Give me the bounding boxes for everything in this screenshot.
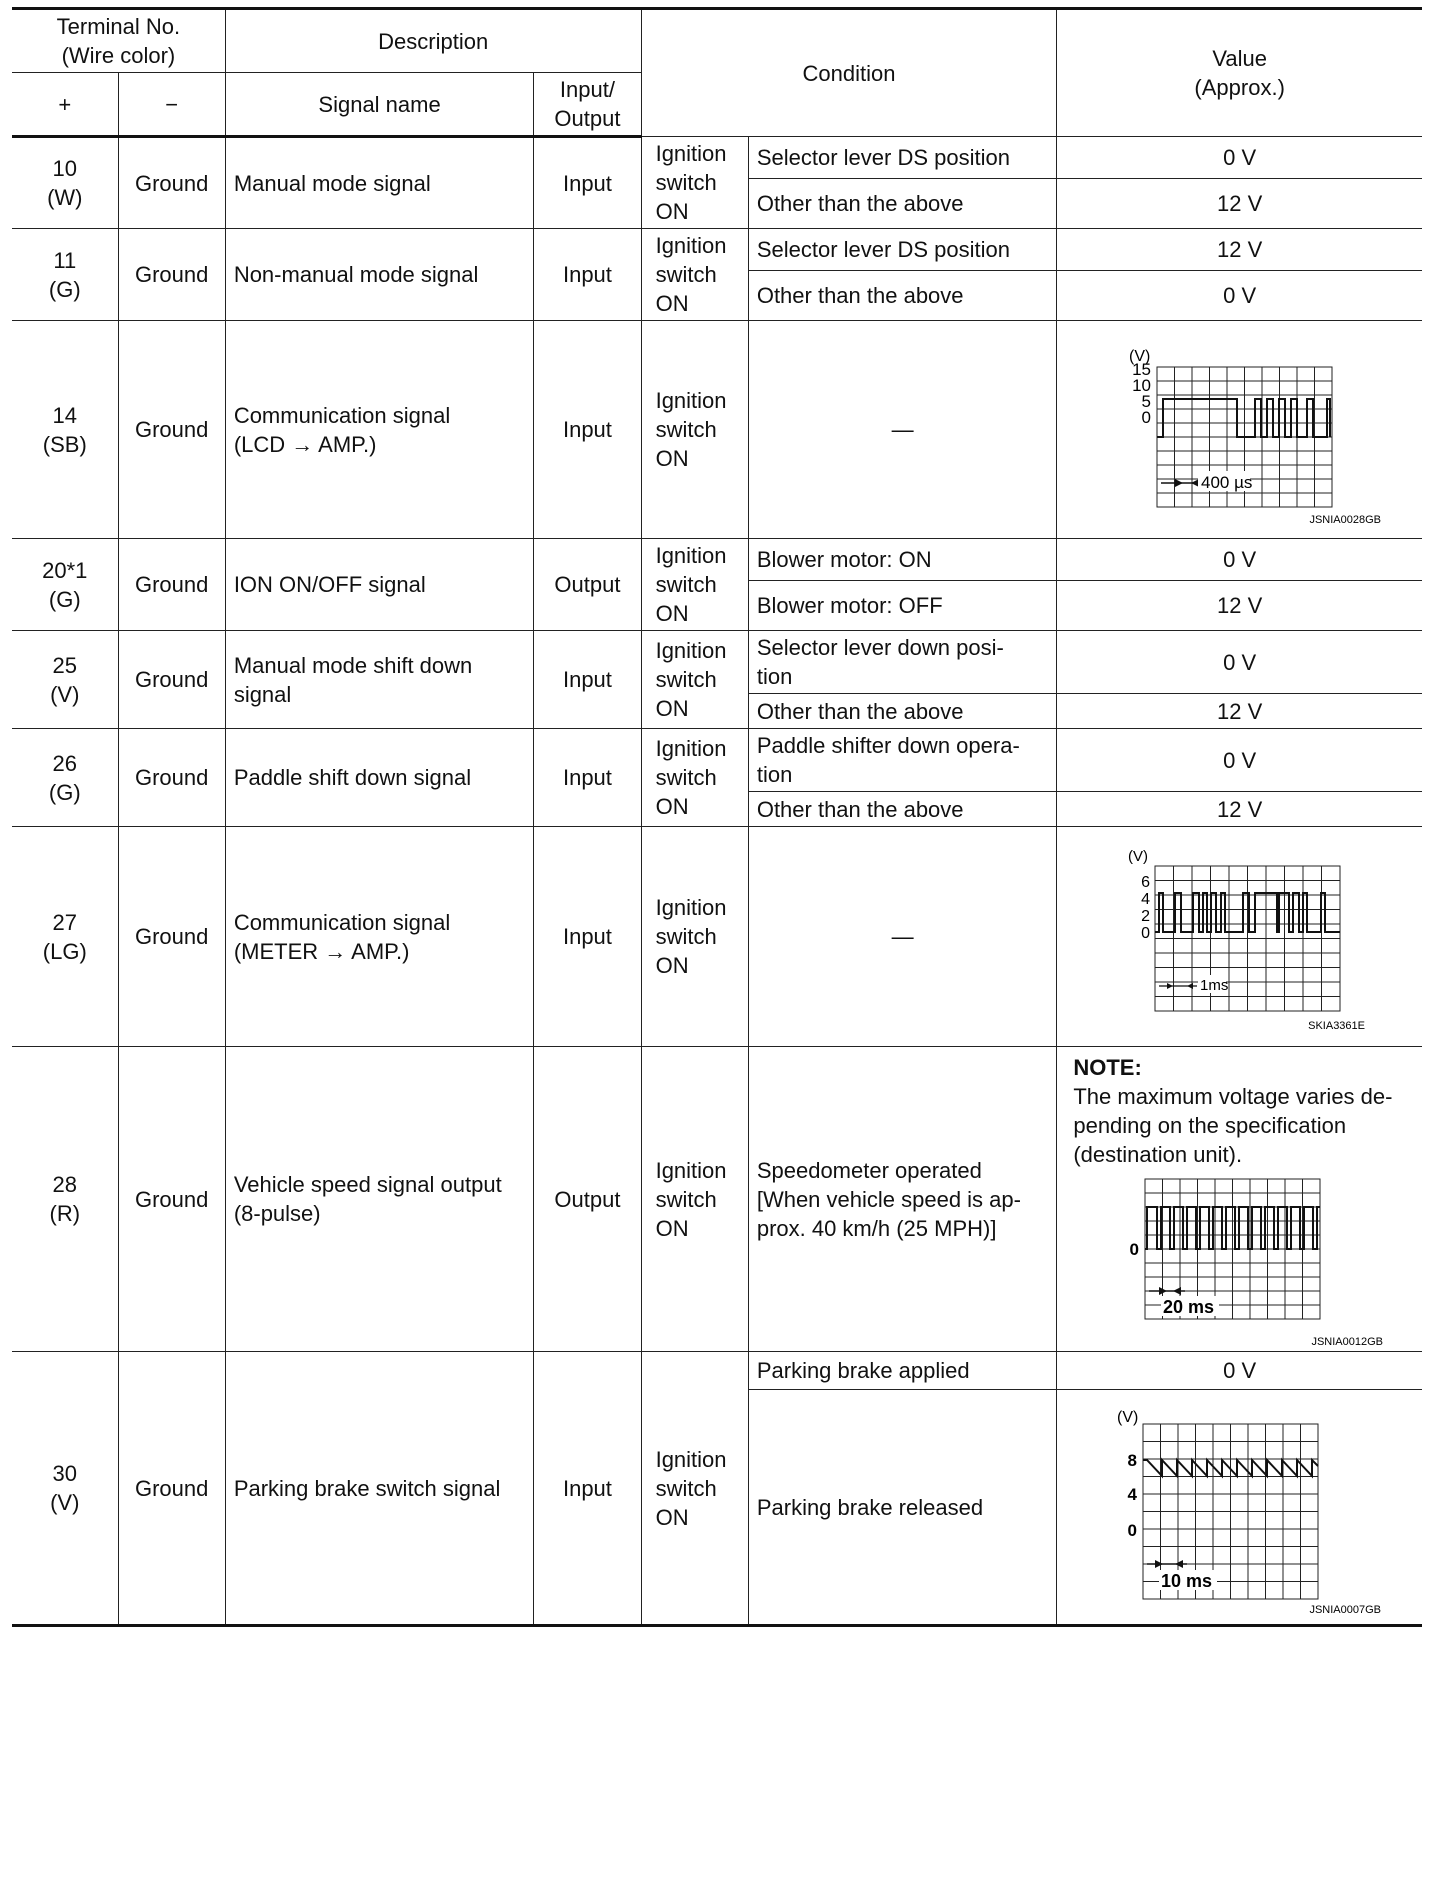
y-tick-label: 5 (1141, 391, 1151, 411)
ignition-cell: Ignition switch ON (641, 539, 748, 631)
waveform-unit: (V) (1128, 347, 1150, 365)
y-tick-label: 0 (1127, 1520, 1137, 1540)
signal-cell: Manual mode shift down signal (225, 631, 534, 729)
figure-code: JSNIA0007GB (1309, 1603, 1381, 1615)
value-cell: 0 V (1057, 631, 1422, 694)
condition-cell: — (748, 321, 1057, 539)
table-row (12, 137, 1422, 179)
condition-cell: Other than the above (748, 178, 1057, 228)
ground-cell: Ground (118, 229, 225, 321)
ground-cell: Ground (118, 631, 225, 729)
condition-cell: Parking brake released (748, 1390, 1057, 1626)
time-division-label: 10 ms (1160, 1570, 1212, 1591)
value-cell: 12 V (1057, 694, 1422, 729)
value-cell: 12 V (1057, 792, 1422, 827)
table-row (12, 1352, 1422, 1390)
ignition-cell: Ignition switch ON (641, 827, 748, 1047)
io-cell: Input (534, 137, 641, 229)
value-header: Value (Approx.) (1057, 9, 1422, 137)
terminal-header: Terminal No. (Wire color) (12, 9, 225, 73)
waveform-cell (1057, 1390, 1422, 1626)
table-row (12, 1047, 1422, 1352)
value-cell: 12 V (1057, 580, 1422, 630)
y-tick-label: 0 (1140, 924, 1150, 942)
table-row (12, 729, 1422, 792)
condition-cell: Speedometer operated [When vehicle speed is ap- prox. 40 km/h (25 MPH)] (748, 1047, 1057, 1352)
waveform-cell (1057, 1047, 1422, 1352)
condition-cell: Selector lever down posi- tion (748, 631, 1057, 694)
note-text: The maximum voltage varies de- pending on the specification (destination unit). (1073, 1084, 1393, 1167)
condition-cell: — (748, 827, 1057, 1047)
condition-cell: Selector lever DS position (748, 137, 1057, 179)
signal-name-header: Signal name (225, 73, 534, 137)
signal-cell: Parking brake switch signal (225, 1352, 534, 1626)
y-tick-label: 6 (1140, 873, 1150, 891)
waveform-28-chart (1097, 1169, 1387, 1349)
description-header: Description (225, 9, 641, 73)
signal-cell: Communication signal (METER → AMP.) (225, 827, 534, 1047)
y-tick-label: 0 (1141, 407, 1151, 427)
io-cell: Input (534, 1352, 641, 1626)
table-row (12, 827, 1422, 1047)
table-row (12, 229, 1422, 271)
ignition-cell: Ignition switch ON (641, 631, 748, 729)
value-cell: 0 V (1057, 729, 1422, 792)
io-cell: Input (534, 827, 641, 1047)
signal-cell: Vehicle speed signal output (8-pulse) (225, 1047, 534, 1352)
y-tick-label: 8 (1127, 1450, 1137, 1470)
y-tick-label: 4 (1127, 1484, 1137, 1504)
terminal-table-wrapper (12, 7, 1422, 1627)
value-cell: 12 V (1057, 229, 1422, 271)
ignition-cell: Ignition switch ON (641, 229, 748, 321)
ignition-cell: Ignition switch ON (641, 1047, 748, 1352)
waveform-27-chart (1095, 842, 1385, 1032)
condition-cell: Other than the above (748, 694, 1057, 729)
condition-header: Condition (641, 9, 1057, 137)
ignition-cell: Ignition switch ON (641, 1352, 748, 1626)
ignition-cell: Ignition switch ON (641, 321, 748, 539)
y-tick-label: 2 (1140, 907, 1150, 925)
io-cell: Input (534, 729, 641, 827)
waveform-cell (1057, 827, 1422, 1047)
figure-code: SKIA3361E (1307, 1019, 1365, 1032)
io-cell: Input (534, 631, 641, 729)
terminal-cell: 14 (SB) (12, 321, 118, 539)
signal-cell: ION ON/OFF signal (225, 539, 534, 631)
y-tick-label: 15 (1131, 359, 1151, 379)
time-division-label: 20 ms (1162, 1297, 1214, 1317)
time-division-label: 400 µs (1200, 472, 1253, 492)
value-cell: 0 V (1057, 270, 1422, 320)
ground-cell: Ground (118, 539, 225, 631)
io-cell: Input (534, 229, 641, 321)
minus-header: − (118, 73, 225, 137)
waveform-cell (1057, 321, 1422, 539)
condition-cell: Other than the above (748, 270, 1057, 320)
y-tick-label: 0 (1129, 1240, 1139, 1259)
io-cell: Input (534, 321, 641, 539)
signal-cell: Communication signal (LCD → AMP.) (225, 321, 534, 539)
waveform-unit: (V) (1127, 847, 1148, 865)
io-header: Input/ Output (534, 73, 641, 137)
terminal-cell: 28 (R) (12, 1047, 118, 1352)
value-cell: 0 V (1057, 539, 1422, 581)
waveform-30-chart (1095, 1400, 1385, 1615)
ground-cell: Ground (118, 1352, 225, 1626)
terminal-cell: 30 (V) (12, 1352, 118, 1626)
terminal-table (12, 7, 1422, 1627)
condition-cell: Paddle shifter down opera- tion (748, 729, 1057, 792)
condition-cell: Other than the above (748, 792, 1057, 827)
table-row (12, 631, 1422, 694)
io-cell: Output (534, 1047, 641, 1352)
condition-cell: Selector lever DS position (748, 229, 1057, 271)
condition-cell: Parking brake applied (748, 1352, 1057, 1390)
io-cell: Output (534, 539, 641, 631)
figure-code: JSNIA0012GB (1311, 1336, 1383, 1348)
value-cell: 12 V (1057, 178, 1422, 228)
signal-cell: Non-manual mode signal (225, 229, 534, 321)
terminal-cell: 26 (G) (12, 729, 118, 827)
waveform-14-chart (1095, 335, 1385, 525)
y-tick-label: 4 (1140, 890, 1150, 908)
table-row (12, 321, 1422, 539)
ground-cell: Ground (118, 1047, 225, 1352)
figure-code: JSNIA0028GB (1309, 513, 1381, 525)
y-tick-label: 10 (1131, 375, 1151, 395)
value-cell: 0 V (1057, 137, 1422, 179)
signal-cell: Manual mode signal (225, 137, 534, 229)
plus-header: + (12, 73, 118, 137)
terminal-cell: 10 (W) (12, 137, 118, 229)
note-title: NOTE: (1073, 1055, 1142, 1080)
condition-cell: Blower motor: OFF (748, 580, 1057, 630)
signal-cell: Paddle shift down signal (225, 729, 534, 827)
ignition-cell: Ignition switch ON (641, 137, 748, 229)
ground-cell: Ground (118, 137, 225, 229)
terminal-cell: 27 (LG) (12, 827, 118, 1047)
ground-cell: Ground (118, 827, 225, 1047)
condition-cell: Blower motor: ON (748, 539, 1057, 581)
terminal-cell: 20*1 (G) (12, 539, 118, 631)
table-row (12, 539, 1422, 581)
ignition-cell: Ignition switch ON (641, 729, 748, 827)
ground-cell: Ground (118, 321, 225, 539)
terminal-cell: 11 (G) (12, 229, 118, 321)
time-division-label: 1ms (1199, 976, 1229, 994)
waveform-unit: (V) (1116, 1408, 1138, 1426)
ground-cell: Ground (118, 729, 225, 827)
value-cell: 0 V (1057, 1352, 1422, 1390)
terminal-cell: 25 (V) (12, 631, 118, 729)
